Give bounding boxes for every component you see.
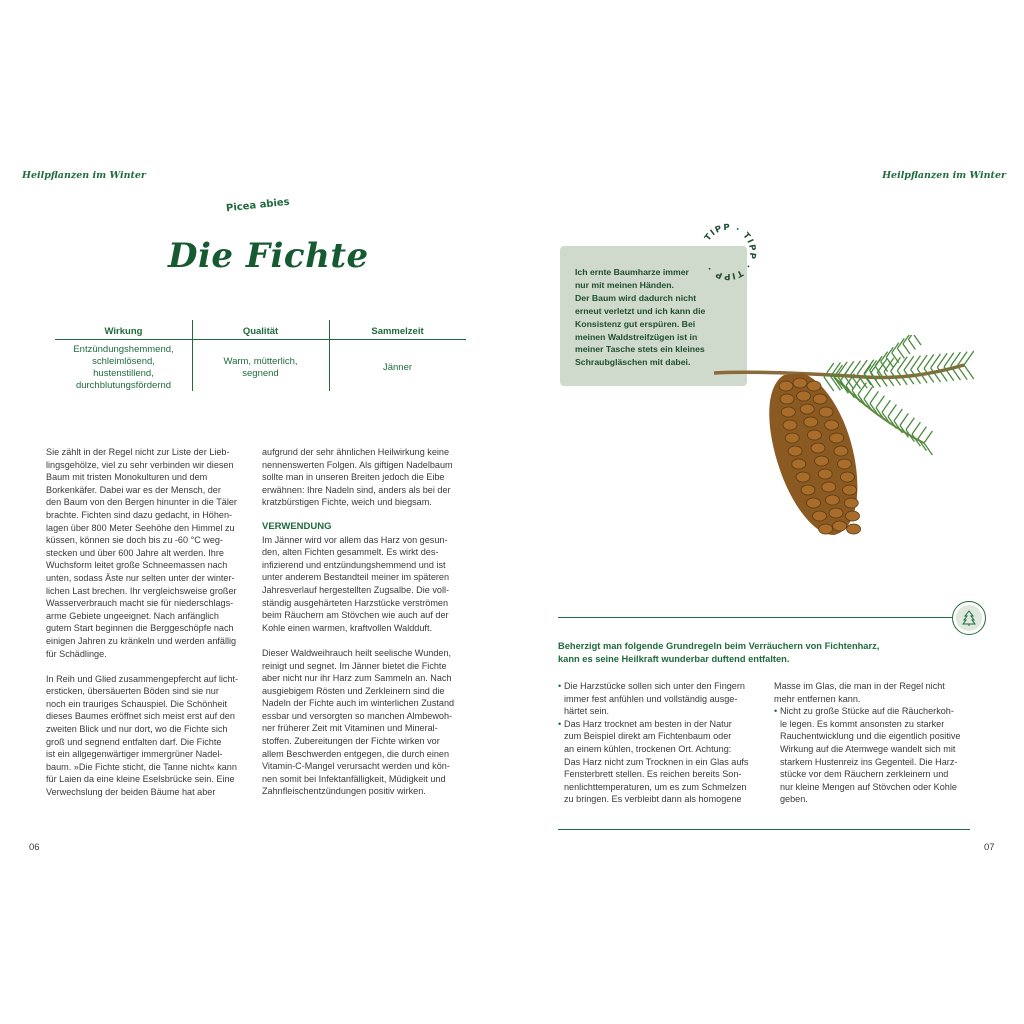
needle — [924, 431, 932, 443]
cone-scale — [825, 420, 839, 430]
body-paragraph: Sie zählt in der Regel nicht zur Liste der Lieb- lingsgehölze, viel zu sehr verbinden wir diesen Baum mit tristen Monokulturen und dem Borkenkäfer. Dabei war es der Mensch, der den Baum von den Bergen hinunter in die Täler brachte. Fichten sind dazu gedacht, in Höhen- lagen über 800 Meter Seehöhe den Himmel zu küssen, können sie doch bis zu -60 °C weg- stecken und über 600 Jahre alt werden. Ihre Wuchsform leitet große Schneemassen nach unten, sodass Äste nur selten unter der winter- lichen Last brechen. Ihr vergleichsweise großer Wasserverbrauch macht sie für niederschlags- arme Gebiete ungeeignet. Nach anfänglich gutem Start beginnen die Berggeschöpfe nach einigen Jahren zu kränkeln und werden anfällig für Schädlinge. — [46, 447, 237, 659]
cone-scale — [830, 433, 844, 443]
cone-scale — [807, 381, 821, 391]
needle — [888, 405, 896, 417]
cone-scale — [815, 456, 829, 466]
pine-cone — [769, 373, 860, 535]
body-column-2 — [262, 446, 467, 798]
page-number-right: 07 — [984, 842, 995, 853]
table-cell-sammelzeit — [329, 340, 466, 390]
page-number-left: 06 — [29, 842, 40, 853]
cone-scale — [825, 495, 839, 505]
needle — [912, 422, 920, 434]
needle — [870, 391, 878, 403]
cone-scale — [797, 391, 811, 401]
body-paragraph: In Reih und Glied zusammengepfercht auf licht- ersticken, übersäuerten Böden sind sie nur noch ein trauriges Schauspiel. Die Schönheit dieses Baumes eröffnet sich meist erst auf den zweiten Blick und nur dort, wo die Fichte sich groß und segnend entfalten darf. Die Fichte ist ein allgegenwärtiger immergrüner Nadel- baum. »Die Fichte sticht, die Tanne nicht« kann für Laien da eine kleine Eselsbrücke sein. Eine Verwechslung der beiden Bäume hat aber — [46, 673, 239, 798]
section-heading: VERWENDUNG — [262, 520, 332, 532]
table-header-row — [55, 320, 466, 340]
table-cell-wirkung-text: Entzündungshemmend, schleimlösend, hustenstillend, durchblutungsfördernd — [73, 344, 174, 391]
cone-scale — [807, 430, 821, 440]
cone-scale — [822, 482, 836, 492]
body-paragraph: Dieser Waldweihrauch heilt seelische Wunden, reinigt und segnet. Im Jänner bietet die Fichte aber nicht nur ihr Harz zum Sammeln an. Nach ausgiebigem Rösten und Zerkleinern sind die Nadeln der Fichte auch im winterlichen Zustand essbar und versorgten so manchen Almbewoh- ner früherer Zeit mit Vitaminen und Mineral- stoffen. Zubereitungen der Fichte wirken vor allem Beschwerden entgegen, die durch einen Vitamin-C-Mangel verursacht werden und kön- nen somit bei Infektanfälligkeit, Müdigkeit und Zahnfleischentzündungen positiv wirken. — [262, 647, 455, 797]
running-head-right: Heilpflanzen im Winter — [882, 170, 1006, 181]
needle — [897, 348, 904, 358]
page-title: Die Fichte — [168, 236, 369, 276]
cone-scale — [781, 407, 795, 417]
tip-text: Ich ernte Baumharze immer nur mit meinen Händen. Der Baum wird dadurch nicht erneut verletzt und ich kann die Konsistenz gut erspüren. Bei meinen Waldstreifzügen ist in meiner Tasche stets ein kleines Schraubgläschen mit dabei. — [575, 267, 706, 368]
list-item: • Nicht zu große Stücke auf die Räucherkoh- le legen. Es kommt ansonsten zu starker Rauchentwicklung und die eigentlich positive Wirkung auf die Atemwege wandelt sich mit starkem Hustenreiz ins Gegenteil. Die Harz- stücke vor dem Räuchern zerkleinern und nur kleine Mengen auf Stövchen oder Kohle geben. — [774, 705, 979, 806]
needle — [876, 396, 884, 408]
needle — [900, 413, 908, 425]
rules-intro: Beherzigt man folgende Grundregeln beim Verräuchern von Fichtenharz, kann es seine Heilkraft wunderbar duftend entfalten. — [558, 641, 880, 664]
table-divider — [192, 320, 193, 391]
body-column-1 — [46, 446, 246, 799]
cone-scale — [800, 404, 814, 414]
section-divider — [558, 829, 970, 830]
list-item: • Das Harz trocknet am besten in der Natur zum Beispiel direkt am Fichtenbaum oder an einem kühlen, trockenen Ort. Achtung: Das Harz nicht zum Trocknen in ein Glas aufs Fensterbrett stellen. Es reichen bereits Son- nenlichttemperaturen, um es zum Schmelzen zu bringen. Es verbleibt dann als homogene — [558, 718, 768, 806]
needle — [894, 409, 902, 421]
table-cell-qualitaet — [192, 340, 329, 390]
cone-scale — [847, 524, 861, 534]
body-paragraph: aufgrund der sehr ähnlichen Heilwirkung keine nennenswerten Folgen. Als giftigen Nadelbaum sollte man in unseren Breiten jedoch die Eibe erwähnen: Ihre Nadeln sind, anders als bei der kratzbürstigen Fichte, weich und biegsam. — [262, 447, 453, 508]
tree-badge — [952, 601, 986, 635]
properties-table — [55, 320, 466, 390]
cone-scale — [844, 498, 858, 508]
cone-scale — [833, 521, 847, 531]
cone-scale — [801, 485, 815, 495]
table-header-sammelzeit: Sammelzeit — [329, 320, 466, 340]
rules-list-left — [558, 680, 768, 806]
table-divider — [329, 320, 330, 391]
cone-scale — [834, 446, 848, 456]
table-cell-qualitaet-text: Warm, mütterlich, segnend — [223, 356, 298, 379]
tip-label: TIPP · TIPP · TIPP · — [702, 222, 758, 282]
cone-scale — [838, 459, 852, 469]
table-cell-wirkung — [55, 340, 192, 390]
cone-scale — [796, 472, 810, 482]
table-row — [55, 340, 466, 390]
cone-scale — [846, 511, 860, 521]
section-divider — [558, 617, 952, 618]
spruce-branch-illustration — [714, 335, 974, 545]
cone-scale — [811, 443, 825, 453]
tip-label-circle — [696, 220, 760, 284]
needle — [906, 418, 914, 430]
cone-scale — [792, 459, 806, 469]
cone-scale — [818, 469, 832, 479]
needle — [852, 378, 860, 390]
table-header-qualitaet: Qualität — [192, 320, 329, 340]
table-header-wirkung: Wirkung — [55, 320, 192, 340]
needle — [903, 344, 910, 354]
svg-text:TIPP · TIPP · TIPP · — [703, 223, 757, 281]
needle — [914, 335, 921, 345]
cone-scale — [788, 446, 802, 456]
cone-scale — [819, 524, 833, 534]
latin-name: Picea abies — [225, 196, 291, 215]
cone-scale — [840, 472, 854, 482]
fir-tree-icon — [956, 605, 982, 631]
cone-scale — [783, 420, 797, 430]
needle — [864, 387, 872, 399]
cone-scale — [819, 407, 833, 417]
needle — [858, 383, 866, 395]
needle — [918, 427, 926, 439]
cone-scale — [813, 394, 827, 404]
needle — [886, 357, 893, 367]
cone-scale — [804, 417, 818, 427]
cone-scale — [779, 381, 793, 391]
cone-scale — [829, 508, 843, 518]
rules-list-right — [774, 680, 979, 806]
cone-scale — [807, 498, 821, 508]
cone-scale — [793, 378, 807, 388]
running-head-left: Heilpflanzen im Winter — [22, 170, 146, 181]
needle — [892, 353, 899, 363]
needle — [882, 400, 890, 412]
body-paragraph: Im Jänner wird vor allem das Harz von gesun- den, alten Fichten gesammelt. Es wirkt des- infizierend und entzündungshemmend und ist unter anderem Bestandteil meiner im späteren Jahresverlauf hergestellten Zugsalbe. Die voll- ständig ausgehärteten Harzstücke verströmen beim Räuchern am Stövchen wie auch auf der Kohle einen warmen, kraftvollen Waldduft. — [262, 534, 450, 633]
list-item: • Die Harzstücke sollen sich unter den Fingern immer fest anfühlen und vollständig ausge- härtet sein. — [558, 680, 768, 718]
table-cell-sammelzeit-text: Jänner — [382, 362, 413, 373]
cone-scale — [812, 511, 826, 521]
cone-scale — [785, 433, 799, 443]
needle — [908, 339, 915, 349]
list-item-continuation: Masse im Glas, die man in der Regel nicht mehr entfernen kann. — [774, 681, 945, 704]
cone-scale — [843, 485, 857, 495]
cone-scale — [780, 394, 794, 404]
